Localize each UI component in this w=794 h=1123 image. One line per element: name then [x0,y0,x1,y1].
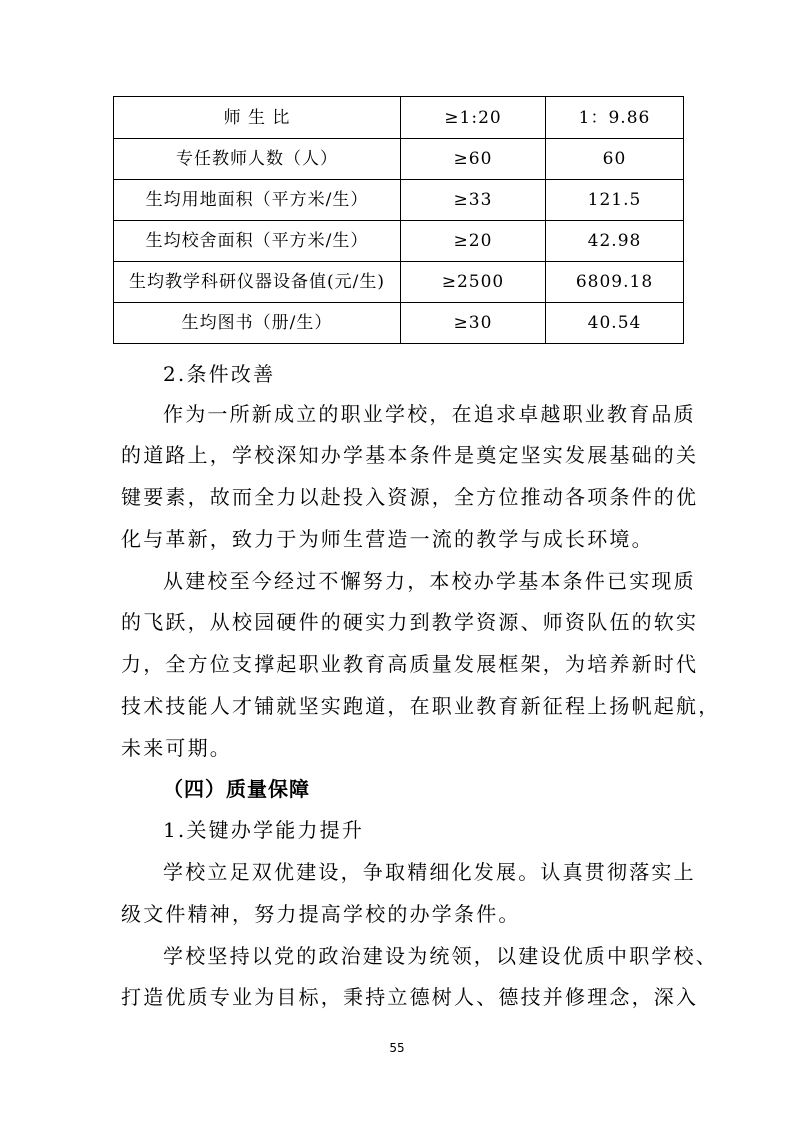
actual-cell: 40.54 [546,303,684,344]
section-heading: 2.条件改善 [163,362,276,386]
paragraph-line: 的道路上，学校深知办学基本条件是奠定坚实发展基础的关 [121,443,699,467]
indicator-cell: 生均校舍面积（平方米/生） [114,221,401,262]
standard-cell: ≥1:20 [401,97,546,139]
actual-cell: 1：9.86 [546,97,684,139]
standard-cell: ≥33 [401,180,546,221]
table-row [114,262,684,303]
table-row [114,221,684,262]
standard-cell: ≥2500 [401,262,546,303]
indicator-cell: 生均教学科研仪器设备值(元/生) [114,262,401,303]
indicator-cell: 师 生 比 [114,97,401,139]
paragraph-line: 从建校至今经过不懈努力，本校办学基本条件已实现质 [163,569,696,593]
standard-cell: ≥20 [401,221,546,262]
table-row [114,180,684,221]
actual-cell: 121.5 [546,180,684,221]
paragraph-line: 化与革新，致力于为师生营造一流的教学与成长环境。 [121,527,654,551]
paragraph-line: 键要素，故而全力以赴投入资源，全方位推动各项条件的优 [121,485,699,509]
indicator-cell: 生均图书（册/生） [114,303,401,344]
indicator-cell: 专任教师人数（人） [114,139,401,180]
indicator-cell: 生均用地面积（平方米/生） [114,180,401,221]
paragraph-line: 作为一所新成立的职业学校，在追求卓越职业教育品质 [163,402,696,426]
paragraph-line: 级文件精神，努力提高学校的办学条件。 [121,902,521,926]
paragraph-line: 的飞跃，从校园硬件的硬实力到教学资源、师资队伍的软实 [121,610,699,634]
paragraph-line: 学校坚持以党的政治建设为统领，以建设优质中职学校、 [163,944,718,968]
paragraph-line: 技术技能人才铺就坚实跑道，在职业教育新征程上扬帆起航， [121,694,721,718]
subsection-heading: 1.关键办学能力提升 [163,818,365,842]
actual-cell: 42.98 [546,221,684,262]
page-number: 55 [389,1041,405,1055]
conditions-table [113,96,684,344]
paragraph-line: 打造优质专业为目标，秉持立德树人、德技并修理念，深入 [121,985,699,1009]
table-row [114,303,684,344]
paragraph-line: 力，全方位支撑起职业教育高质量发展框架，为培养新时代 [121,652,699,676]
paragraph-line: 未来可期。 [121,736,232,760]
standard-cell: ≥30 [401,303,546,344]
actual-cell: 6809.18 [546,262,684,303]
paragraph-line: 学校立足双优建设，争取精细化发展。认真贯彻落实上 [163,860,696,884]
standard-cell: ≥60 [401,139,546,180]
actual-cell: 60 [546,139,684,180]
section-heading: （四）质量保障 [163,777,310,801]
table-row [114,139,684,180]
table-row [114,97,684,139]
